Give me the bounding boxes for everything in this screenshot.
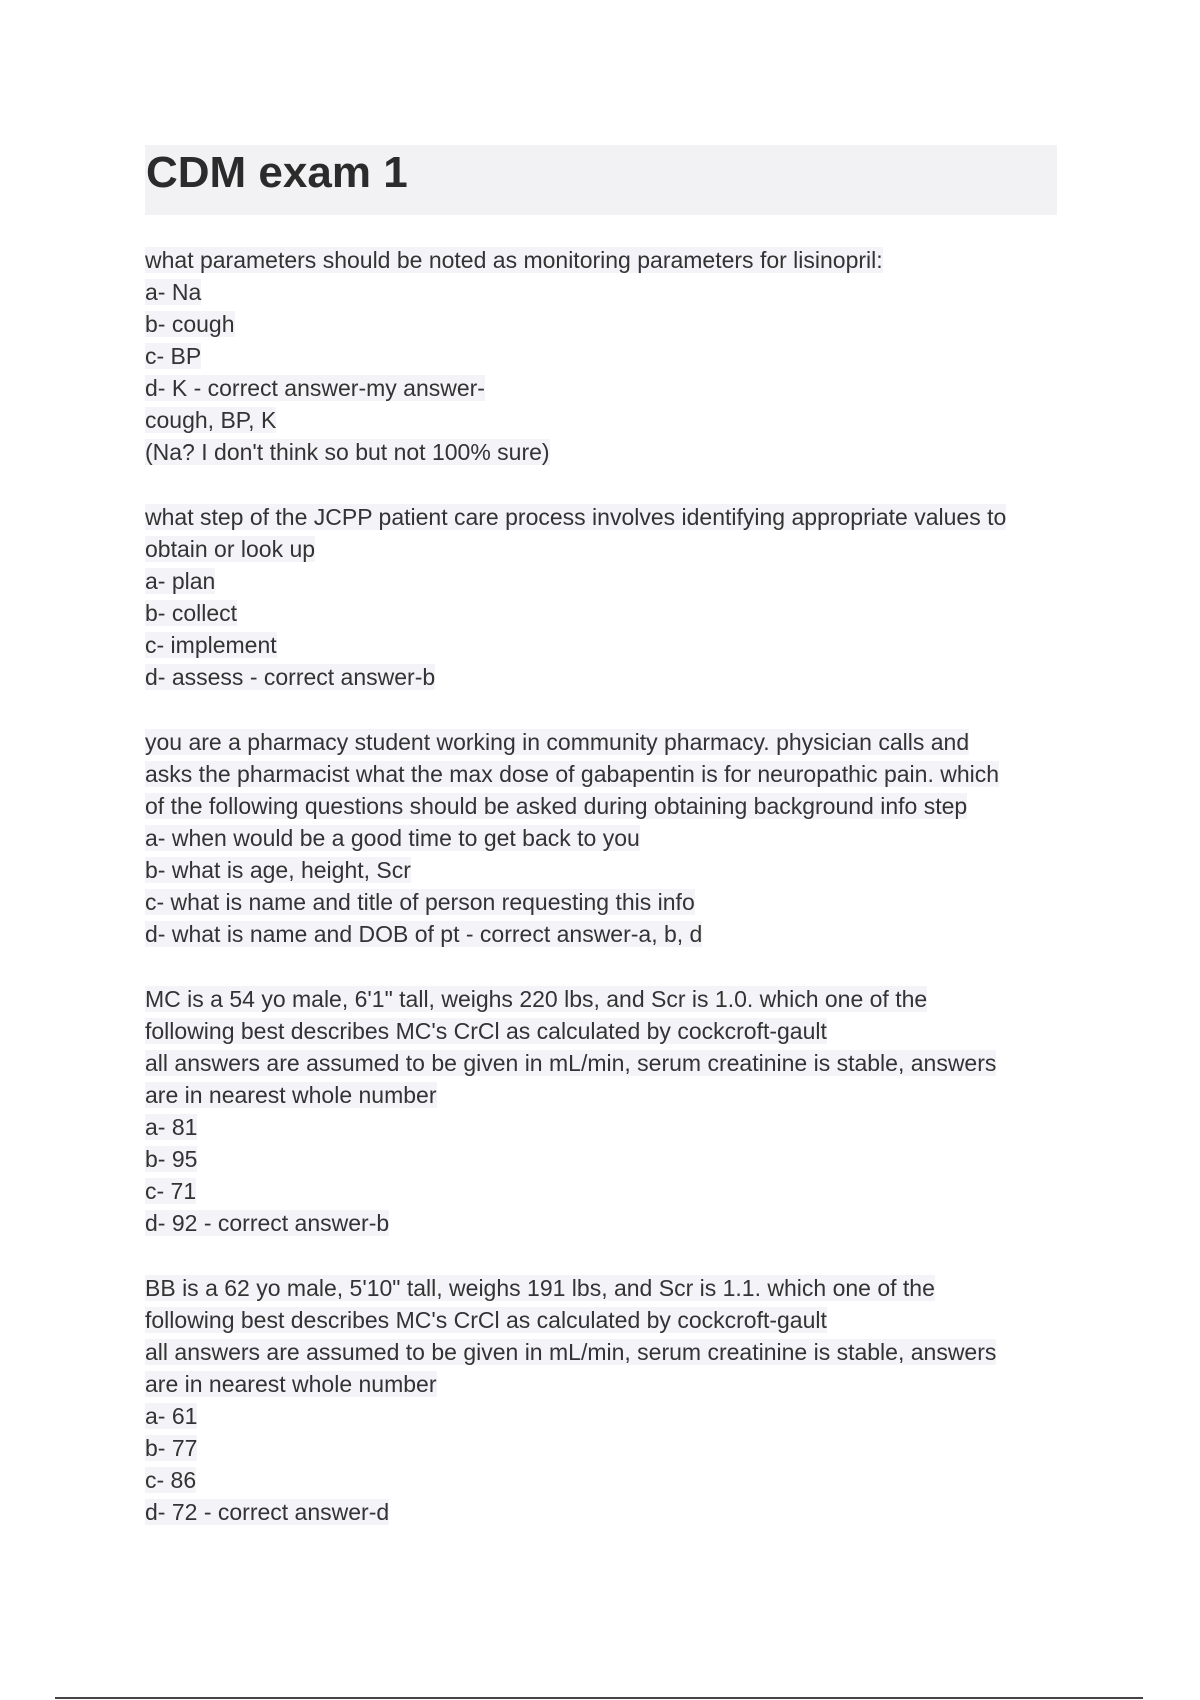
question-line bbox=[145, 1496, 1065, 1528]
question-line bbox=[145, 1143, 1065, 1175]
question-line bbox=[145, 501, 1065, 533]
question-line-text: are in nearest whole number bbox=[145, 1371, 437, 1397]
question-line bbox=[145, 244, 1065, 276]
question-line bbox=[145, 918, 1065, 950]
question-line bbox=[145, 1272, 1065, 1304]
question-line-text: are in nearest whole number bbox=[145, 1082, 437, 1108]
question-line bbox=[145, 533, 1065, 565]
question-block bbox=[145, 983, 1065, 1239]
question-line bbox=[145, 436, 1065, 468]
question-line-text: d- 72 - correct answer-d bbox=[145, 1499, 390, 1525]
question-line bbox=[145, 726, 1065, 758]
question-line bbox=[145, 983, 1065, 1015]
question-line-text: a- when would be a good time to get back to you bbox=[145, 825, 640, 851]
question-line-text: d- 92 - correct answer-b bbox=[145, 1210, 390, 1236]
question-line-text: what parameters should be noted as monitoring parameters for lisinopril: bbox=[145, 247, 883, 273]
question-line bbox=[145, 1336, 1065, 1368]
question-line bbox=[145, 1015, 1065, 1047]
question-line bbox=[145, 822, 1065, 854]
question-line bbox=[145, 340, 1065, 372]
page-title: CDM exam 1 bbox=[145, 145, 1057, 215]
question-line bbox=[145, 372, 1065, 404]
question-line-text: following best describes MC's CrCl as calculated by cockcroft-gault bbox=[145, 1018, 827, 1044]
question-line-text: c- what is name and title of person requesting this info bbox=[145, 889, 695, 915]
question-line-text: a- 81 bbox=[145, 1114, 198, 1140]
question-line bbox=[145, 308, 1065, 340]
document-body bbox=[145, 244, 1065, 1561]
question-line-text: obtain or look up bbox=[145, 536, 316, 562]
question-line-text: a- plan bbox=[145, 568, 216, 594]
question-line bbox=[145, 404, 1065, 436]
question-line bbox=[145, 758, 1065, 790]
question-line-text: a- Na bbox=[145, 279, 202, 305]
question-line-text: cough, BP, K bbox=[145, 407, 277, 433]
question-line bbox=[145, 854, 1065, 886]
question-line-text: a- 61 bbox=[145, 1403, 198, 1429]
question-line bbox=[145, 565, 1065, 597]
question-line-text: c- 71 bbox=[145, 1178, 197, 1204]
question-block bbox=[145, 1272, 1065, 1528]
question-line bbox=[145, 1432, 1065, 1464]
question-line bbox=[145, 597, 1065, 629]
question-line-text: b- cough bbox=[145, 311, 235, 337]
question-line bbox=[145, 1368, 1065, 1400]
question-line-text: of the following questions should be asked during obtaining background info step bbox=[145, 793, 968, 819]
question-line bbox=[145, 276, 1065, 308]
question-block bbox=[145, 244, 1065, 468]
question-line-text: BB is a 62 yo male, 5'10" tall, weighs 191 lbs, and Scr is 1.1. which one of the bbox=[145, 1275, 935, 1301]
question-line-text: asks the pharmacist what the max dose of gabapentin is for neuropathic pain. which bbox=[145, 761, 1000, 787]
question-line bbox=[145, 886, 1065, 918]
question-line-text: d- assess - correct answer-b bbox=[145, 664, 436, 690]
question-line-text: all answers are assumed to be given in mL/min, serum creatinine is stable, answers bbox=[145, 1339, 997, 1365]
question-line-text: all answers are assumed to be given in mL/min, serum creatinine is stable, answers bbox=[145, 1050, 997, 1076]
question-line-text: b- 95 bbox=[145, 1146, 198, 1172]
question-line-text: MC is a 54 yo male, 6'1" tall, weighs 220 lbs, and Scr is 1.0. which one of the bbox=[145, 986, 928, 1012]
question-line-text: d- what is name and DOB of pt - correct answer-a, b, d bbox=[145, 921, 703, 947]
question-line bbox=[145, 661, 1065, 693]
question-line-text: b- collect bbox=[145, 600, 238, 626]
question-line-text: c- BP bbox=[145, 343, 202, 369]
question-line bbox=[145, 1111, 1065, 1143]
question-line-text: what step of the JCPP patient care process involves identifying appropriate values to bbox=[145, 504, 1007, 530]
question-line bbox=[145, 1207, 1065, 1239]
question-line-text: d- K - correct answer-my answer- bbox=[145, 375, 485, 401]
question-line bbox=[145, 1400, 1065, 1432]
question-line-text: following best describes MC's CrCl as calculated by cockcroft-gault bbox=[145, 1307, 827, 1333]
question-line bbox=[145, 1464, 1065, 1496]
bottom-divider bbox=[55, 1697, 1143, 1699]
question-line-text: c- 86 bbox=[145, 1467, 197, 1493]
question-line bbox=[145, 1175, 1065, 1207]
question-line bbox=[145, 1304, 1065, 1336]
question-line bbox=[145, 1047, 1065, 1079]
question-line-text: you are a pharmacy student working in community pharmacy. physician calls and bbox=[145, 729, 970, 755]
question-line-text: c- implement bbox=[145, 632, 277, 658]
question-line bbox=[145, 629, 1065, 661]
question-line bbox=[145, 1079, 1065, 1111]
question-block bbox=[145, 501, 1065, 693]
question-block bbox=[145, 726, 1065, 950]
question-line bbox=[145, 790, 1065, 822]
question-line-text: (Na? I don't think so but not 100% sure) bbox=[145, 439, 550, 465]
question-line-text: b- what is age, height, Scr bbox=[145, 857, 411, 883]
question-line-text: b- 77 bbox=[145, 1435, 198, 1461]
